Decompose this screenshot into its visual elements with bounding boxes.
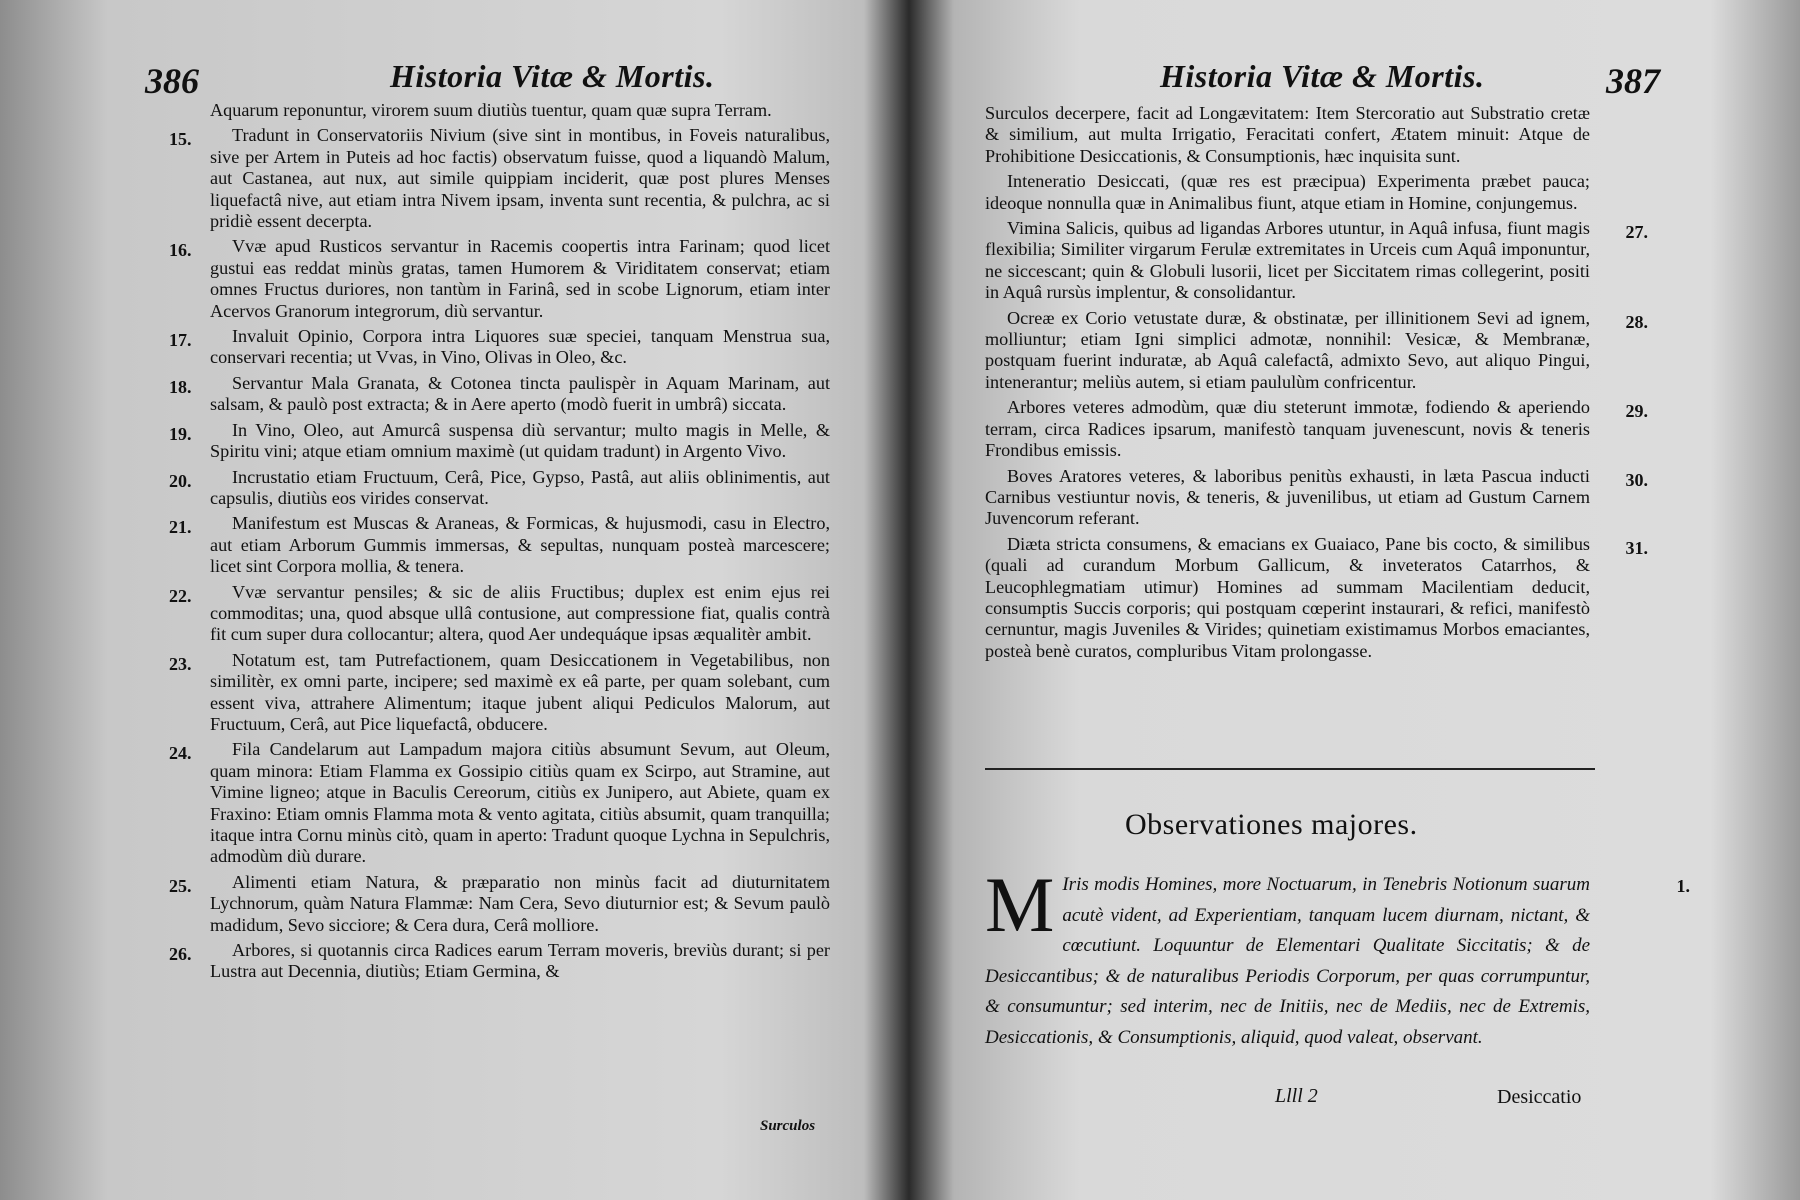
paragraph-number: 28.: [1625, 311, 1648, 332]
paragraph: [985, 171, 1590, 214]
paragraph-number: 29.: [1625, 401, 1648, 422]
paragraph-text: Notatum est, tam Putrefactionem, quam Desiccationem in Vegetabilibus, non similitèr, ex omni parte, incipere; sed maximè ex eâ parte, per quam solebant, cum essent viva, attrahere Alimentum; itaque jubent aliqui Pediculos Malorum, aut Fructuum, Cerâ, aut Pice liquefactâ, obducere.: [210, 649, 830, 734]
paragraph-text: Fila Candelarum aut Lampadum majora citiùs absumunt Sevum, aut Oleum, quam minora: Etiam Flamma ex Gossipio citiùs quam ex Scirpo, aut Stramine, aut Vimine ligneo; atque in Baculis Cereorum, citiùs ex Junipero, aut Abiete, quam ex Fraxino: Etiam omnis Flamma mota & vento agitata, citiùs absumit, quam tranquilla; itaque intra Cornu minùs citò, quam in aperto: Tradunt quoque Lychna in Sepulchris, admodùm diù durare.: [210, 739, 830, 867]
paragraph-number: 17.: [169, 330, 192, 351]
left-page: [0, 0, 890, 1200]
paragraph-text: Incrustatio etiam Fructuum, Cerâ, Pice, Gypso, Pastâ, aut aliis oblinimentis, aut capsulis, diutiùs eos virides conservat.: [210, 466, 830, 508]
paragraph: [985, 218, 1648, 304]
running-head: Historia Vitæ & Mortis.: [1160, 58, 1485, 94]
paragraph-text: Servantur Mala Granata, & Cotonea tincta paulispèr in Aquam Marinam, aut salsam, & paulò post extracta; & in Aere aperto (modò fuerit in umbrâ) siccata.: [210, 372, 830, 415]
paragraph: [169, 739, 830, 867]
paragraph: [169, 236, 830, 322]
signature-mark: Llll 2: [1275, 1085, 1318, 1107]
paragraph: [169, 419, 830, 463]
paragraph: [169, 581, 830, 646]
observation-text: Iris modis Homines, more Noctuarum, in Tenebris Notionum suarum acutè vident, ad Experientiam, tanquam lucem diurnam, nictant, & cœcutiunt. Loquuntur de Elementari Qualitate Siccitatis; & de Desiccantibus; & de naturalibus Periodis Corporum, per quas corrumpuntur, & consumuntur; sed interim, nec de Initiis, nec de Mediis, nec de Extremis, Desiccationis, & Consumptionis, aliquid, quod valeat, observant.: [985, 874, 1590, 1048]
paragraph-text: Manifestum est Muscas & Araneas, & Formicas, & hujusmodi, casu in Electro, aut etiam Arborum Gummis immersas, & sepultas, nunquam posteà marcescere; licet sint Corpora mollia, & tenera.: [210, 513, 830, 577]
right-text-block: [985, 103, 1648, 666]
paragraph-number: 23.: [169, 653, 192, 674]
left-text-block: [169, 100, 830, 987]
paragraph-number: 16.: [169, 240, 192, 261]
paragraph-text: Tradunt in Conservatoriis Nivium (sive sint in montibus, in Foveis naturalibus, sive per Artem in Puteis ad hoc factis) observatum fuisse, quod a liquandò Malum, aut Castanea, aut nux, aut simile quippiam inciderit, quæ post plures Menses liquefactâ nive, aut etiam intra Nivem ipsam, inventa sunt recentia, & pulchra, ac si pridiè essent decerpta.: [210, 125, 830, 232]
paragraph-text: Alimenti etiam Natura, & præparatio non minùs facit ad diuturnitatem Lychnorum, quàm Natura Flammæ: Nam Cera, Sevo diuturnior est; & Sevum paulò madidum, Sevo sicciore; & Cera dura, Cerâ molliore.: [210, 871, 830, 935]
paragraph-number: 31.: [1625, 537, 1648, 558]
paragraph-text: Vimina Salicis, quibus ad ligandas Arbores utuntur, in Aquâ infusa, fiunt magis flexibilia; Similiter virgarum Ferulæ extremitates in Urceis cum Aquâ imponuntur, ne siccescant; quin & Globuli lusorii, licet per Siccitatem rimas collegerint, positi in Aquâ rursùs implentur, & consolidantur.: [985, 218, 1590, 303]
paragraph-number: 24.: [169, 743, 192, 764]
paragraph-number: 20.: [169, 470, 192, 491]
section-title: Observationes majores.: [1125, 808, 1418, 841]
catchword: Surculos: [760, 1118, 816, 1134]
paragraph-text: Invaluit Opinio, Corpora intra Liquores suæ speciei, tanquam Menstrua sua, conservari recentia; ut Vvas, in Vino, Olivas in Oleo, &c.: [210, 326, 830, 368]
paragraph-text: Inteneratio Desiccati, (quæ res est præcipua) Experimenta præbet pauca; ideoque nonnulla quæ in Animalibus fiunt, atque etiam in Homine, conjungemus.: [985, 171, 1590, 213]
paragraph-text: Aquarum reponuntur, virorem suum diutiùs tuentur, quam quæ supra Terram.: [210, 100, 772, 120]
paragraph: [985, 103, 1590, 167]
paragraph: [985, 465, 1648, 530]
paragraph-text: Surculos decerpere, facit ad Longævitatem: Item Stercoratio aut Substratio cretæ & similium, aut multa Irrigatio, Feracitati confert, Ætatem minuit: Atque de Prohibitione Desiccationis, & Consumptionis, hæc inquisita sunt.: [985, 103, 1590, 166]
drop-cap: M: [985, 861, 1055, 948]
paragraph-number: 27.: [1625, 222, 1648, 243]
paragraph: [169, 940, 830, 983]
paragraph-number: 18.: [169, 376, 192, 397]
paragraph-text: Boves Aratores veteres, & laboribus penitùs exhausti, in læta Pascua inducti Carnibus vestiuntur novis, & teneris, & juvenilibus, ut etiam ad Gustum Carnem Juvencorum referant.: [985, 465, 1590, 529]
paragraph: [169, 871, 830, 936]
paragraph-text: Diæta stricta consumens, & emacians ex Guaiaco, Pane bis cocto, & similibus (quali ad curandum Morbum Gallicum, & inveteratos Catarrhos, & Leucophlegmatiam utimur) Homines ad summam Macilentiam deducit, consumptis Succis corporis; qui postquam cœperint instaurari, & refici, manifestò cernuntur, magis Juveniles & Virides; quinetiam existimamus Morbos emaciantes, posteà benè curatos, compluribus Vitam prolongasse.: [985, 533, 1590, 661]
paragraph-text: Ocreæ ex Corio vetustate duræ, & obstinatæ, per illinitionem Sevi ad ignem, molliuntur; etiam Igni simplici admotæ, nonnihil: Vesicæ, & Membranæ, postquam fuerint induratæ, ab Aquâ calefactâ, admixto Sevo, aut aliquo Pingui, intenerantur; meliùs autem, si etiam paululùm confricentur.: [985, 307, 1590, 392]
paragraph-number: 15.: [169, 129, 192, 150]
page-number: 387: [1606, 61, 1660, 101]
paragraph-number: 25.: [169, 875, 192, 896]
paragraph: [210, 100, 830, 121]
paragraph-number: 19.: [169, 423, 192, 444]
paragraph-text: Vvæ apud Rusticos servantur in Racemis coopertis intra Farinam; quod licet gustui eas reddat minùs gratas, tamen Humorem & Viriditatem conservat; etiam omnes Fructus duriores, non tantùm in Farinâ, sed in scobe Lignorum, etiam inter Acervos Granorum integrorum, diù servantur.: [210, 236, 830, 321]
observation-number: 1.: [1676, 876, 1690, 896]
paragraph: [169, 649, 830, 736]
paragraph-number: 26.: [169, 944, 192, 965]
right-page: [905, 0, 1800, 1200]
page-number: 386: [145, 61, 199, 101]
paragraph-text: Arbores veteres admodùm, quæ diu steterunt immotæ, fodiendo & aperiendo terram, circa Radices ipsarum, manifestò tanquam juvenescunt, novis & teneris Frondibus emissis.: [985, 397, 1590, 461]
catchword: Desiccatio: [1497, 1086, 1582, 1108]
paragraph-text: In Vino, Oleo, aut Amurcâ suspensa diù servantur; multo magis in Melle, & Spiritu vini; atque etiam omnium maximè (ut quidam tradunt) in Argento Vivo.: [210, 419, 830, 462]
paragraph-text: Vvæ servantur pensiles; & sic de aliis Fructibus; duplex est enim ejus rei commoditas; una, quod absque ullâ contusione, aut compressione fiat, qualis contrà fit cum super dura collocantur; altera, quod Aer undequáque ipsas æqualitèr ambit.: [210, 581, 830, 645]
paragraph: [985, 307, 1648, 394]
paragraph-text: Arbores, si quotannis circa Radices earum Terram moveris, breviùs durant; si per Lustra aut Decennia, diutiùs; Etiam Germina, &: [210, 940, 830, 982]
paragraph: [169, 372, 830, 416]
paragraph: [169, 513, 830, 577]
running-head: Historia Vitæ & Mortis.: [390, 58, 715, 94]
paragraph: [169, 466, 830, 510]
paragraph: [169, 125, 830, 232]
section-divider: [985, 768, 1595, 770]
paragraph-number: 22.: [169, 585, 192, 606]
paragraph-number: 21.: [169, 517, 192, 538]
paragraph: [985, 533, 1648, 662]
paragraph: [985, 397, 1648, 461]
paragraph-number: 30.: [1625, 469, 1648, 490]
paragraph: [169, 326, 830, 369]
observation-paragraph: [985, 861, 1590, 1053]
